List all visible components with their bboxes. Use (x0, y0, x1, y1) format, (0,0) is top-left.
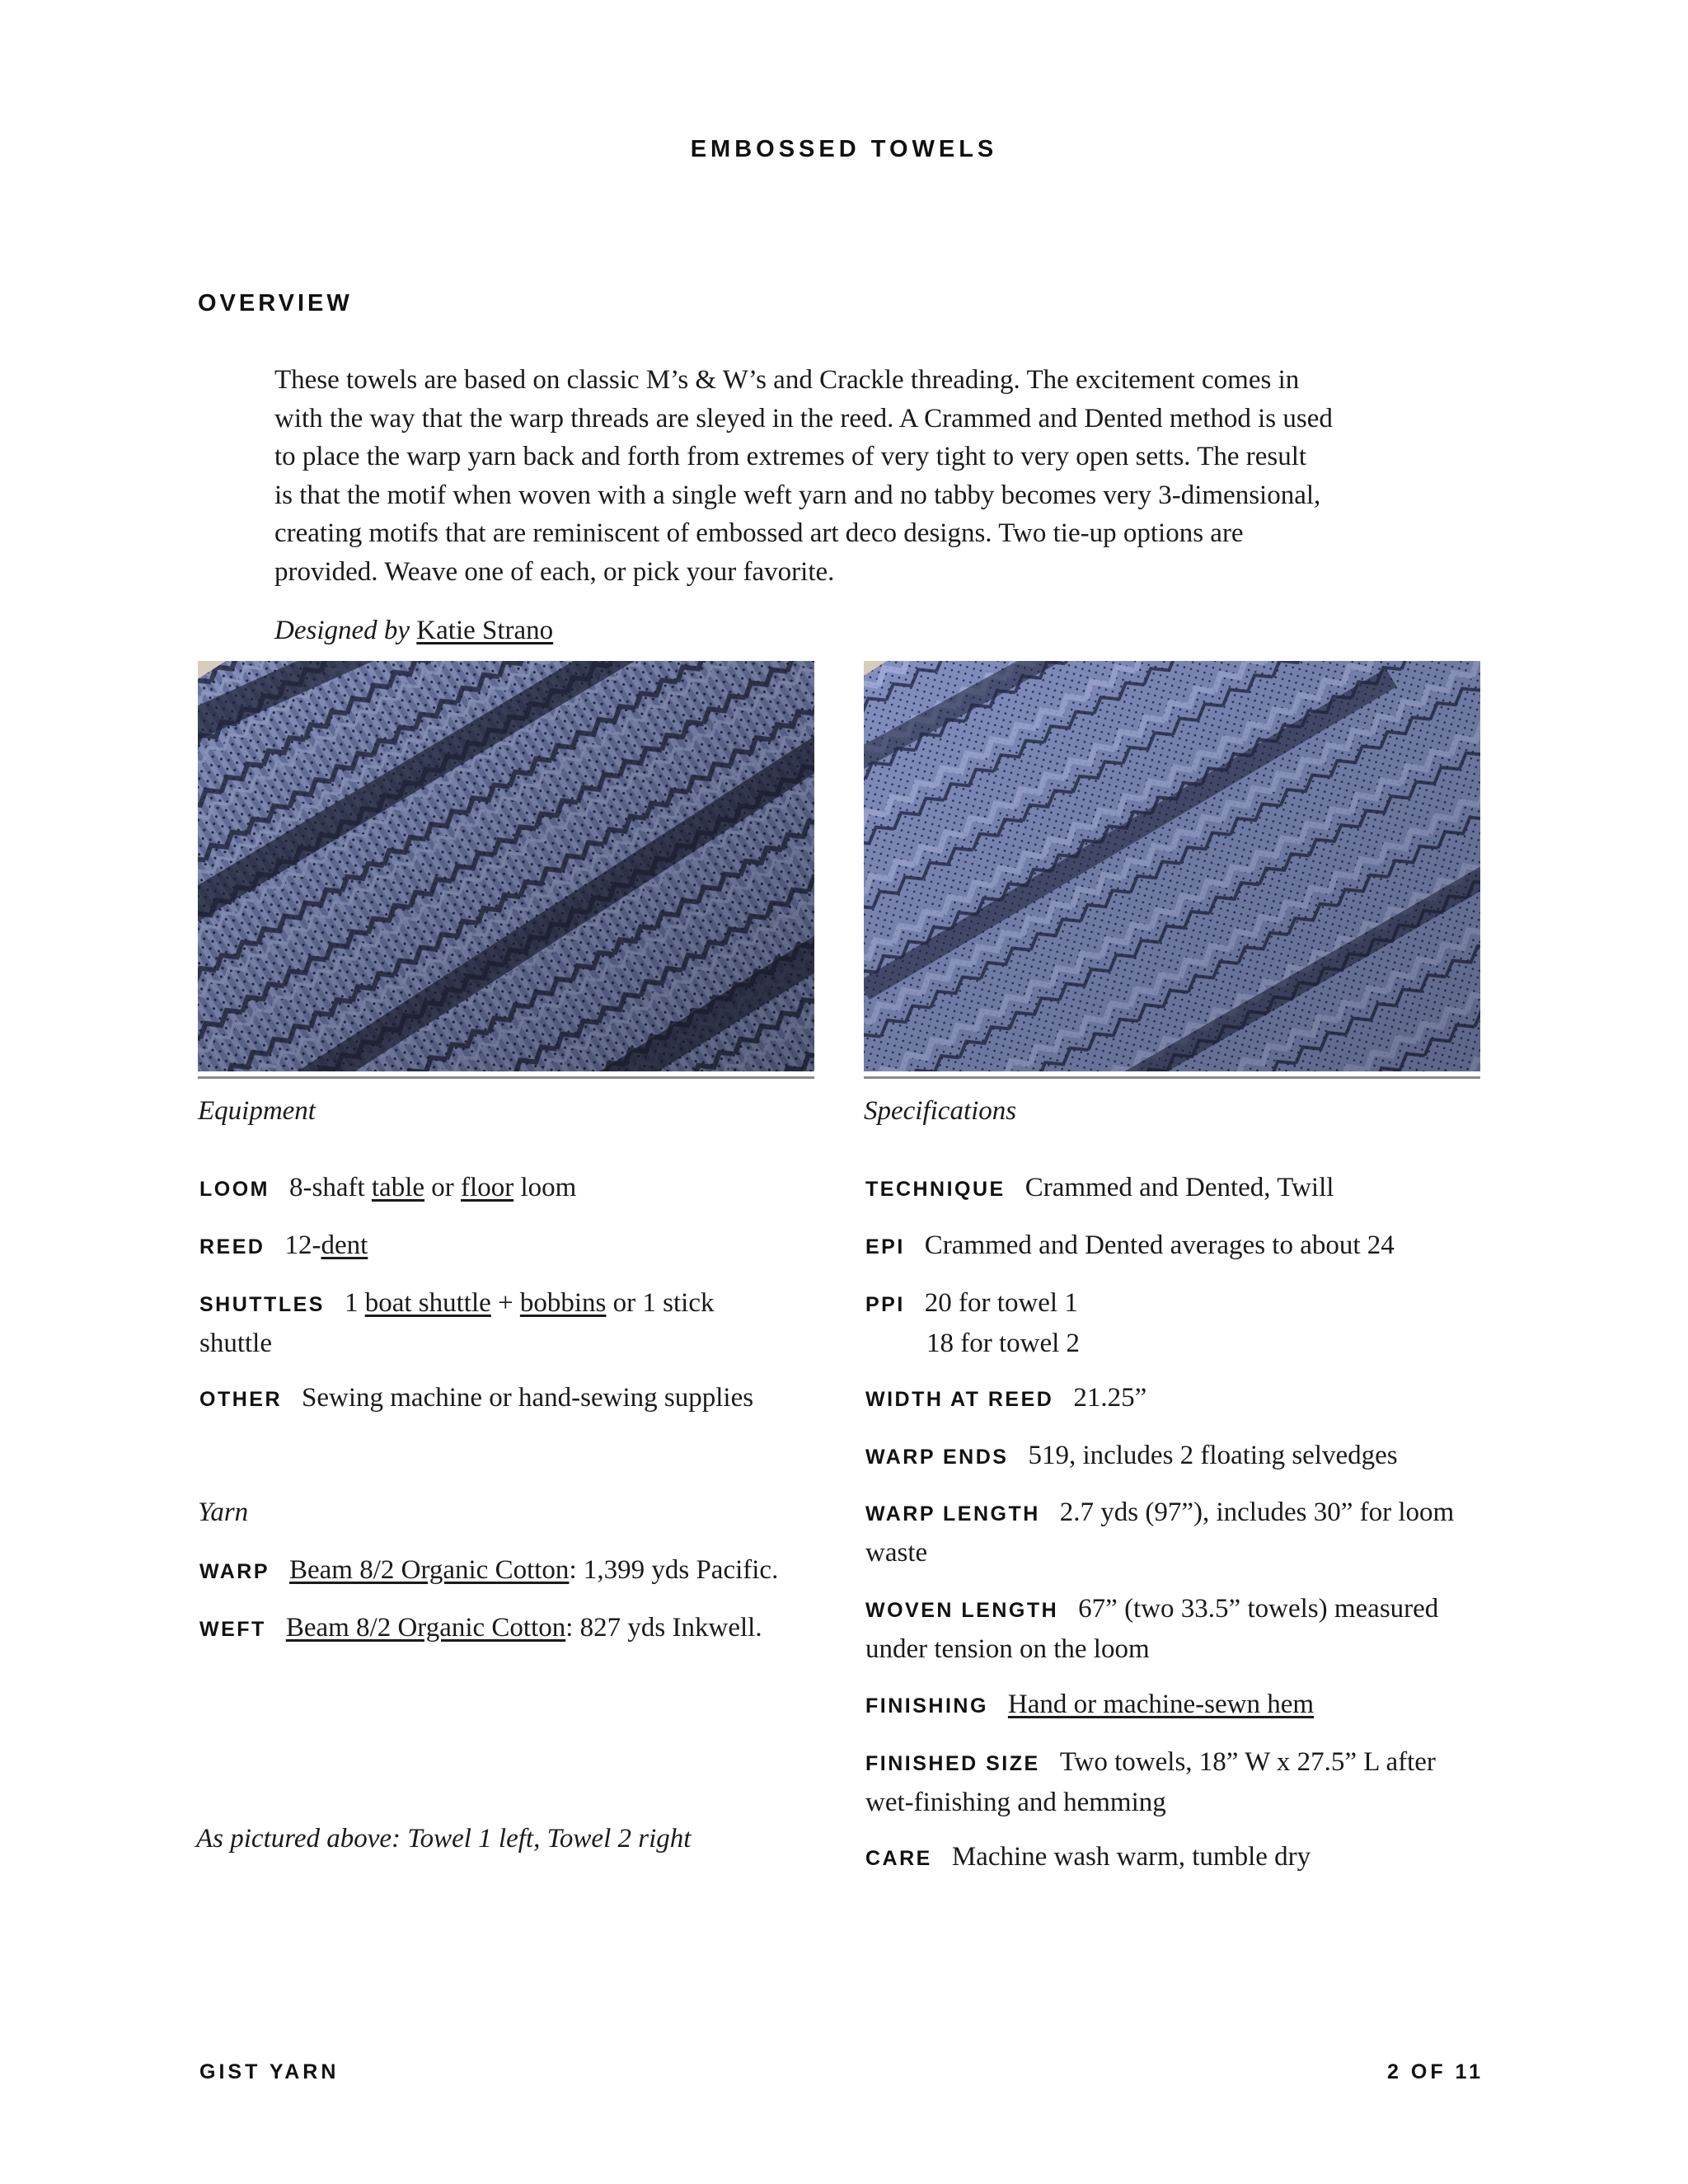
spec-finishing (865, 1685, 1492, 1726)
spec-text: 21.25” (1073, 1383, 1147, 1413)
yarn-heading: Yarn (198, 1497, 249, 1527)
spec-width-at-reed (865, 1379, 1492, 1419)
overview-paragraph (274, 361, 1412, 591)
overview-line: creating motifs that are reminiscent of embossed art deco designs. Two tie-up options are (274, 518, 1244, 548)
spec-text: 67” (two 33.5” towels) measured (1078, 1594, 1439, 1624)
spec-weft-yarn (199, 1609, 826, 1649)
towel-1-photo (198, 661, 814, 1071)
spec-text: 2.7 yds (97”), includes 30” for loom (1059, 1497, 1455, 1527)
spec-care (865, 1838, 1492, 1878)
spec-other (199, 1379, 809, 1419)
spec-text: 12- (284, 1230, 321, 1260)
dent-link[interactable]: dent (321, 1230, 368, 1260)
equipment-heading: Equipment (198, 1096, 316, 1126)
spec-text: or 1 stick (612, 1288, 715, 1318)
spec-label: WARP (199, 1560, 270, 1583)
spec-text: Sewing machine or hand-sewing supplies (302, 1383, 754, 1413)
boat-shuttle-link[interactable]: boat shuttle (364, 1288, 491, 1318)
spec-text: 18 for towel 2 (926, 1328, 1081, 1358)
warp-yarn-link[interactable]: Beam 8/2 Organic Cotton (289, 1555, 570, 1585)
spec-text: + (498, 1288, 513, 1318)
footer-brand: GIST YARN (199, 2060, 340, 2083)
spec-text: 8-shaft (289, 1173, 365, 1202)
spec-text: 1 (344, 1288, 359, 1318)
spec-finished-size (865, 1743, 1492, 1821)
floor-loom-link[interactable]: floor (461, 1173, 514, 1202)
overview-line: provided. Weave one of each, or pick your favorite. (274, 556, 835, 587)
designer-credit (274, 612, 553, 649)
spec-label: EPI (865, 1235, 905, 1258)
overview-heading: OVERVIEW (198, 290, 353, 316)
spec-text: 20 for towel 1 (924, 1288, 1078, 1318)
spec-text: : 827 yds Inkwell. (565, 1613, 762, 1643)
spec-label: WARP LENGTH (865, 1502, 1040, 1526)
overview-line: is that the motif when woven with a single weft yarn and no tabby becomes very 3-dimensional, (274, 480, 1321, 510)
designer-link[interactable]: Katie Strano (416, 616, 554, 645)
spec-text: Crammed and Dented averages to about 24 (924, 1230, 1395, 1260)
spec-label: WEFT (199, 1618, 266, 1641)
spec-label: WARP ENDS (865, 1446, 1009, 1469)
spec-label: CARE (865, 1847, 932, 1870)
spec-label: REED (199, 1235, 265, 1258)
spec-label: WOVEN LENGTH (865, 1599, 1059, 1622)
spec-reed (199, 1226, 809, 1267)
spec-text: under tension on the loom (865, 1633, 1150, 1664)
spec-woven-length (865, 1590, 1492, 1668)
spec-label: WIDTH AT REED (865, 1388, 1054, 1411)
overview-line: to place the warp yarn back and forth from extremes of very tight to very open setts. The result (274, 442, 1307, 471)
spec-text: Two towels, 18” W x 27.5” L after (1059, 1747, 1436, 1777)
spec-epi (865, 1226, 1492, 1267)
spec-shuttles (199, 1284, 809, 1362)
spec-text: shuttle (199, 1328, 272, 1358)
spec-warp-yarn (199, 1551, 826, 1591)
spec-ppi (865, 1284, 1492, 1362)
towel-1-image (198, 661, 814, 1071)
spec-label: SHUTTLES (199, 1293, 325, 1316)
spec-label: PPI (865, 1293, 905, 1316)
document-title: EMBOSSED TOWELS (690, 136, 998, 162)
spec-technique (865, 1169, 1492, 1209)
bobbins-link[interactable]: bobbins (519, 1288, 607, 1318)
spec-text: 519, includes 2 floating selvedges (1028, 1441, 1398, 1470)
finishing-link[interactable]: Hand or machine-sewn hem (1007, 1690, 1315, 1719)
specifications-heading: Specifications (864, 1096, 1017, 1126)
photo-divider (198, 1076, 814, 1079)
weft-yarn-link[interactable]: Beam 8/2 Organic Cotton (285, 1613, 566, 1643)
spec-loom (199, 1169, 809, 1209)
spec-warp-length (865, 1493, 1492, 1572)
spec-label: FINISHED SIZE (865, 1752, 1040, 1775)
spec-text: loom (520, 1173, 577, 1202)
spec-warp-ends (865, 1436, 1492, 1477)
page-number: 2 OF 11 (1387, 2060, 1484, 2083)
photo-caption: As pictured above: Towel 1 left, Towel 2 right (196, 1824, 692, 1854)
table-loom-link[interactable]: table (371, 1173, 425, 1202)
spec-text: : 1,399 yds Pacific. (569, 1555, 779, 1585)
towel-2-image (864, 661, 1480, 1071)
spec-text: waste (865, 1537, 928, 1568)
spec-label: LOOM (199, 1178, 270, 1201)
spec-text: wet-finishing and hemming (865, 1787, 1166, 1817)
spec-text: Crammed and Dented, Twill (1025, 1173, 1334, 1202)
spec-text: Machine wash warm, tumble dry (951, 1842, 1311, 1872)
designed-by-label: Designed by (274, 616, 410, 645)
overview-line: These towels are based on classic M’s & W’s and Crackle threading. The excitement comes in (274, 365, 1300, 395)
towel-2-photo (864, 661, 1480, 1071)
overview-line: with the way that the warp threads are sleyed in the reed. A Crammed and Dented method is used (274, 403, 1333, 434)
spec-label: TECHNIQUE (865, 1178, 1006, 1201)
photo-divider (864, 1076, 1480, 1079)
spec-text: or (431, 1173, 454, 1202)
spec-label: FINISHING (865, 1694, 988, 1718)
spec-label: OTHER (199, 1388, 282, 1411)
